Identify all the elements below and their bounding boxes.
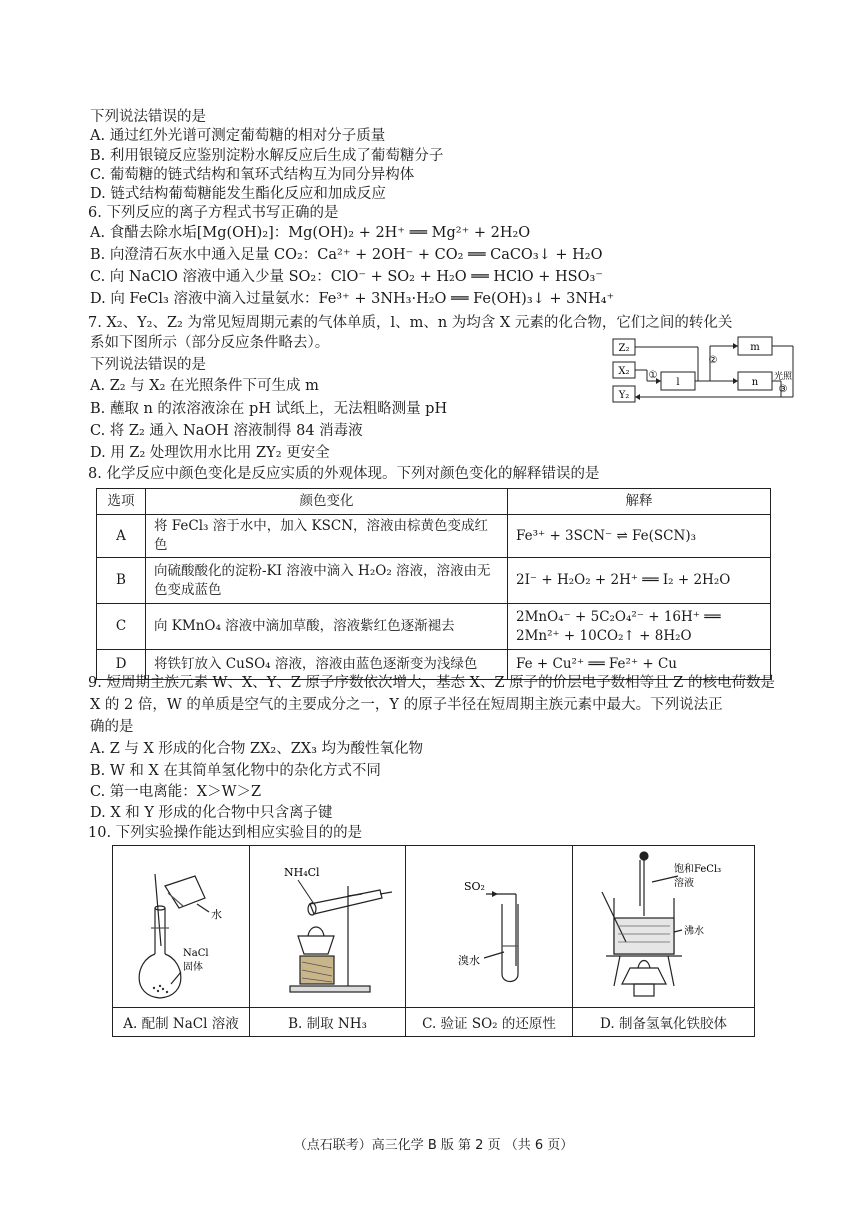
q5-option-d: D. 链式结构葡萄糖能发生酯化反应和加成反应: [90, 186, 386, 202]
q10-figure-b: [250, 846, 406, 1008]
diagram-l: l: [676, 377, 680, 388]
label-so2: SO₂: [464, 880, 485, 893]
q9-option-b: B. W 和 X 在其简单氢化物中的杂化方式不同: [90, 763, 381, 779]
label-boiling-water: 沸水: [683, 926, 704, 937]
q8-row-option: B: [97, 558, 146, 604]
diagram-step1: ①: [648, 370, 658, 381]
label-solid: 固体: [183, 962, 203, 973]
q7-option-b: B. 蘸取 n 的浓溶液涂在 pH 试纸上，无法粗略测量 pH: [90, 401, 448, 417]
q5-option-c: C. 葡萄糖的链式结构和氧环式结构互为同分异构体: [90, 167, 415, 183]
q8-row-explain: Fe³⁺ + 3SCN⁻ ⇌ Fe(SCN)₃: [508, 515, 771, 558]
diagram-z2: Z₂: [618, 343, 630, 354]
q8-row-change: 将 FeCl₃ 溶于水中，加入 KSCN，溶液由棕黄色变成红色: [146, 515, 508, 558]
table-row: [97, 515, 771, 558]
diagram-m: m: [750, 342, 760, 353]
q6-option-b: B. 向澄清石灰水中通入足量 CO₂：Ca²⁺ + 2OH⁻ + CO₂ ══ CaCO₃↓ + H₂O: [90, 247, 603, 263]
q9-stem-line1: 9. 短周期主族元素 W、X、Y、Z 原子序数依次增大，基态 X、Z 原子的价层电子数相等且 Z 的核电荷数是: [88, 675, 775, 691]
label-nacl: NaCl: [183, 948, 209, 959]
q10-caption-c: C. 验证 SO₂ 的还原性: [406, 1008, 573, 1037]
q7-conversion-diagram: [605, 335, 800, 407]
q8-table: [96, 488, 771, 680]
q6-option-c: C. 向 NaClO 溶液中通入少量 SO₂：ClO⁻ + SO₂ + H₂O ══ HClO + HSO₃⁻: [90, 269, 603, 285]
q7-stem-line3: 下列说法错误的是: [90, 357, 206, 373]
q8-row-explain: 2MnO₄⁻ + 5C₂O₄²⁻ + 16H⁺ ══ 2Mn²⁺ + 10CO₂↑ + 8H₂O: [508, 604, 771, 650]
q8-row-explain: Fe + Cu²⁺ ══ Fe²⁺ + Cu: [508, 650, 771, 680]
diagram-step2: ②: [708, 355, 718, 366]
q8-header-change: 颜色变化: [146, 489, 508, 515]
q8-row-option: A: [97, 515, 146, 558]
q10-caption-b: B. 制取 NH₃: [250, 1008, 406, 1037]
q5-stem: 下列说法错误的是: [90, 109, 206, 125]
q5-option-a: A. 通过红外光谱可测定葡萄糖的相对分子质量: [90, 128, 386, 144]
volumetric-flask-icon: [113, 846, 249, 1003]
q10-stem: 10. 下列实验操作能达到相应实验目的的是: [88, 825, 363, 841]
table-row: [97, 604, 771, 650]
q8-row-change: 将铁钉放入 CuSO₄ 溶液，溶液由蓝色逐渐变为浅绿色: [146, 650, 508, 680]
q9-option-c: C. 第一电离能：X＞W＞Z: [90, 784, 262, 800]
label-bromine-water: 溴水: [458, 954, 480, 967]
q7-option-d: D. 用 Z₂ 处理饮用水比用 ZY₂ 更安全: [90, 445, 330, 461]
label-fecl3: 饱和FeCl₃: [673, 864, 721, 875]
q8-stem: 8. 化学反应中颜色变化是反应实质的外观体现。下列对颜色变化的解释错误的是: [88, 466, 600, 482]
q7-option-a: A. Z₂ 与 X₂ 在光照条件下可生成 m: [90, 378, 319, 394]
q8-header-option: 选项: [97, 489, 146, 515]
table-row: [97, 558, 771, 604]
q7-option-c: C. 将 Z₂ 通入 NaOH 溶液制得 84 消毒液: [90, 423, 363, 439]
beaker-boiling-icon: [574, 846, 754, 1003]
diagram-n: n: [751, 377, 759, 388]
diagram-x2: X₂: [618, 366, 630, 377]
q9-stem-line2: X 的 2 倍，W 的单质是空气的主要成分之一，Y 的原子半径在短周期主族元素中最大。下列说法正: [90, 697, 723, 713]
diagram-step3: ③: [778, 384, 788, 395]
q9-option-a: A. Z 与 X 形成的化合物 ZX₂、ZX₃ 均为酸性氧化物: [90, 741, 424, 757]
q7-stem-line2: 系如下图所示（部分反应条件略去）。: [90, 335, 330, 351]
q10-table: [112, 845, 755, 1037]
q8-row-explain: 2I⁻ + H₂O₂ + 2H⁺ ══ I₂ + 2H₂O: [508, 558, 771, 604]
q10-caption-d: D. 制备氢氧化铁胶体: [573, 1008, 755, 1037]
gas-bubbling-icon: [406, 846, 572, 1003]
q8-row-change: 向硫酸酸化的淀粉-KI 溶液中滴入 H₂O₂ 溶液，溶液由无色变成蓝色: [146, 558, 508, 604]
label-water: 水: [211, 908, 222, 921]
diagram-light: 光照: [773, 372, 793, 382]
q5-option-b: B. 利用银镜反应鉴别淀粉水解反应后生成了葡萄糖分子: [90, 148, 444, 164]
q10-caption-a: A. 配制 NaCl 溶液: [113, 1008, 250, 1037]
label-solution: 溶液: [673, 878, 694, 889]
page-footer: （点石联考）高三化学 B 版 第 2 页 （共 6 页）: [293, 1138, 574, 1153]
diagram-y2: Y₂: [618, 390, 630, 401]
q6-option-a: A. 食醋去除水垢[Mg(OH)₂]：Mg(OH)₂ + 2H⁺ ══ Mg²⁺ + 2H₂O: [90, 225, 531, 241]
q9-stem-line3: 确的是: [90, 719, 134, 735]
q10-figure-c: [406, 846, 573, 1008]
q10-figure-d: [573, 846, 755, 1008]
q8-row-option: D: [97, 650, 146, 680]
label-nh4cl: NH₄Cl: [284, 866, 320, 879]
q6-stem: 6. 下列反应的离子方程式书写正确的是: [88, 205, 339, 221]
q8-row-change: 向 KMnO₄ 溶液中滴加草酸，溶液紫红色逐渐褪去: [146, 604, 508, 650]
test-tube-heating-icon: [250, 846, 405, 1003]
q9-option-d: D. X 和 Y 形成的化合物中只含离子键: [90, 805, 333, 821]
q6-option-d: D. 向 FeCl₃ 溶液中滴入过量氨水：Fe³⁺ + 3NH₃·H₂O ══ Fe(OH)₃↓ + 3NH₄⁺: [90, 291, 615, 307]
q7-stem-line1: 7. X₂、Y₂、Z₂ 为常见短周期元素的气体单质，l、m、n 为均含 X 元素的化合物，它们之间的转化关: [88, 315, 733, 331]
q10-figure-a: [113, 846, 250, 1008]
q8-header-explain: 解释: [508, 489, 771, 515]
q8-row-option: C: [97, 604, 146, 650]
